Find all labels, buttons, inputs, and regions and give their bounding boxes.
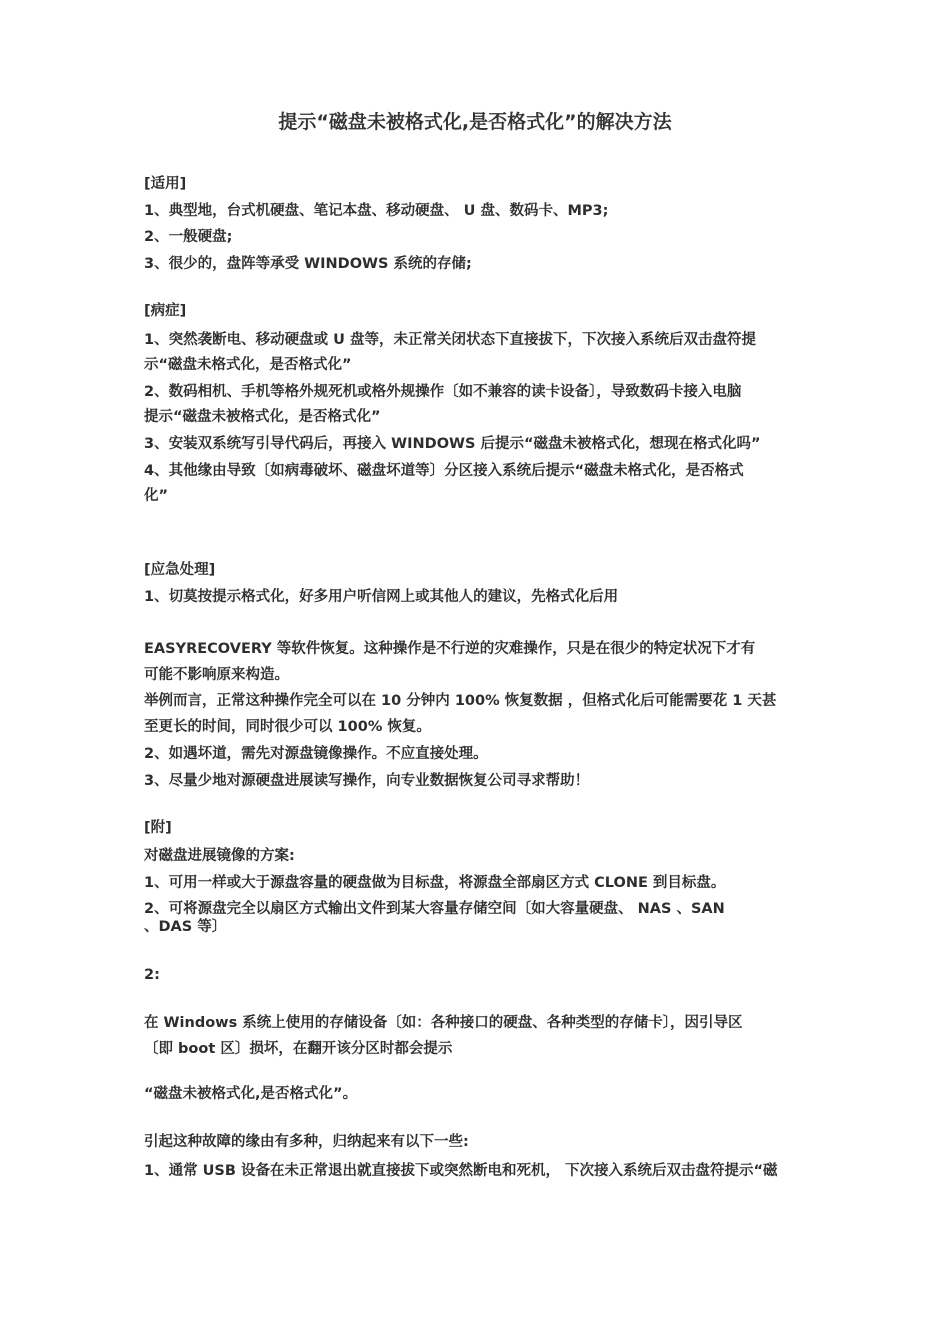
text-line: 在 Windows 系统上使用的存储设备〔如：各种接口的硬盘、各种类型的存储卡〕，因引导区: [144, 1015, 743, 1031]
text-line: 至更长的时间，同时很少可以 100% 恢复。: [144, 719, 431, 735]
text-line: 2、可将源盘完全以扇区方式输出文件到某大容量存储空间〔如大容量硬盘、 NAS 、SAN: [144, 901, 725, 917]
text-line: 2、如遇坏道，需先对源盘镜像操作。不应直接处理。: [144, 746, 488, 762]
document-title: 提示“磁盘未被格式化,是否格式化”的解决方法: [278, 111, 672, 133]
text-line: 2、数码相机、手机等格外规死机或格外规操作〔如不兼容的读卡设备〕，导致数码卡接入电脑: [144, 384, 742, 400]
text-line: 化”: [144, 488, 169, 504]
text-line: 〔即 boot 区〕损坏，在翻开该分区时都会提示: [144, 1041, 453, 1057]
section-heading-symptoms: [病症]: [144, 303, 187, 319]
text-line: 对磁盘进展镜像的方案:: [144, 848, 295, 864]
text-line: 1、可用一样或大于源盘容量的硬盘做为目标盘，将源盘全部扇区方式 CLONE 到目标盘。: [144, 875, 726, 891]
text-line: 示“磁盘未格式化，是否格式化”: [144, 357, 352, 373]
text-line: 3、安装双系统写引导代码后，再接入 WINDOWS 后提示“磁盘未被格式化，想现在格式化吗”: [144, 436, 761, 452]
text-line: 1、切莫按提示格式化，好多用户听信网上或其他人的建议，先格式化后用: [144, 589, 619, 605]
section-heading-appendix: [附]: [144, 820, 172, 836]
text-line: 1、典型地，台式机硬盘、笔记本盘、移动硬盘、 U 盘、数码卡、MP3;: [144, 203, 609, 219]
text-line: 、DAS 等〕: [144, 919, 227, 935]
text-line: 3、尽量少地对源硬盘进展读写操作，向专业数据恢复公司寻求帮助！: [144, 773, 590, 789]
text-line: 3、很少的，盘阵等承受 WINDOWS 系统的存储;: [144, 256, 472, 272]
text-line: 提示“磁盘未被格式化，是否格式化”: [144, 409, 381, 425]
text-line: “磁盘未被格式化,是否格式化”。: [144, 1086, 358, 1102]
text-line: 1、突然袭断电、移动硬盘或 U 盘等，未正常关闭状态下直接拔下，下次接入系统后双击盘符提: [144, 332, 756, 348]
section-heading-part-2: 2:: [144, 967, 160, 983]
text-line: 4、其他缘由导致〔如病毒破坏、磁盘坏道等〕分区接入系统后提示“磁盘未格式化，是否格式: [144, 463, 744, 479]
text-line: 引起这种故障的缘由有多种，归纳起来有以下一些:: [144, 1134, 469, 1150]
text-line: EASYRECOVERY 等软件恢复。这种操作是不行逆的灾难操作，只是在很少的特定状况下才有: [144, 641, 756, 657]
text-line: 举例而言，正常这种操作完全可以在 10 分钟内 100% 恢复数据 ，但格式化后可能需要花 1 天甚: [144, 693, 777, 709]
section-heading-applicable: [适用]: [144, 176, 187, 192]
text-line: 2、一般硬盘;: [144, 229, 233, 245]
section-heading-emergency: [应急处理]: [144, 562, 216, 578]
text-line: 1、通常 USB 设备在未正常退出就直接拔下或突然断电和死机， 下次接入系统后双击盘符提示“磁: [144, 1163, 778, 1179]
text-line: 可能不影响原来构造。: [144, 667, 289, 683]
